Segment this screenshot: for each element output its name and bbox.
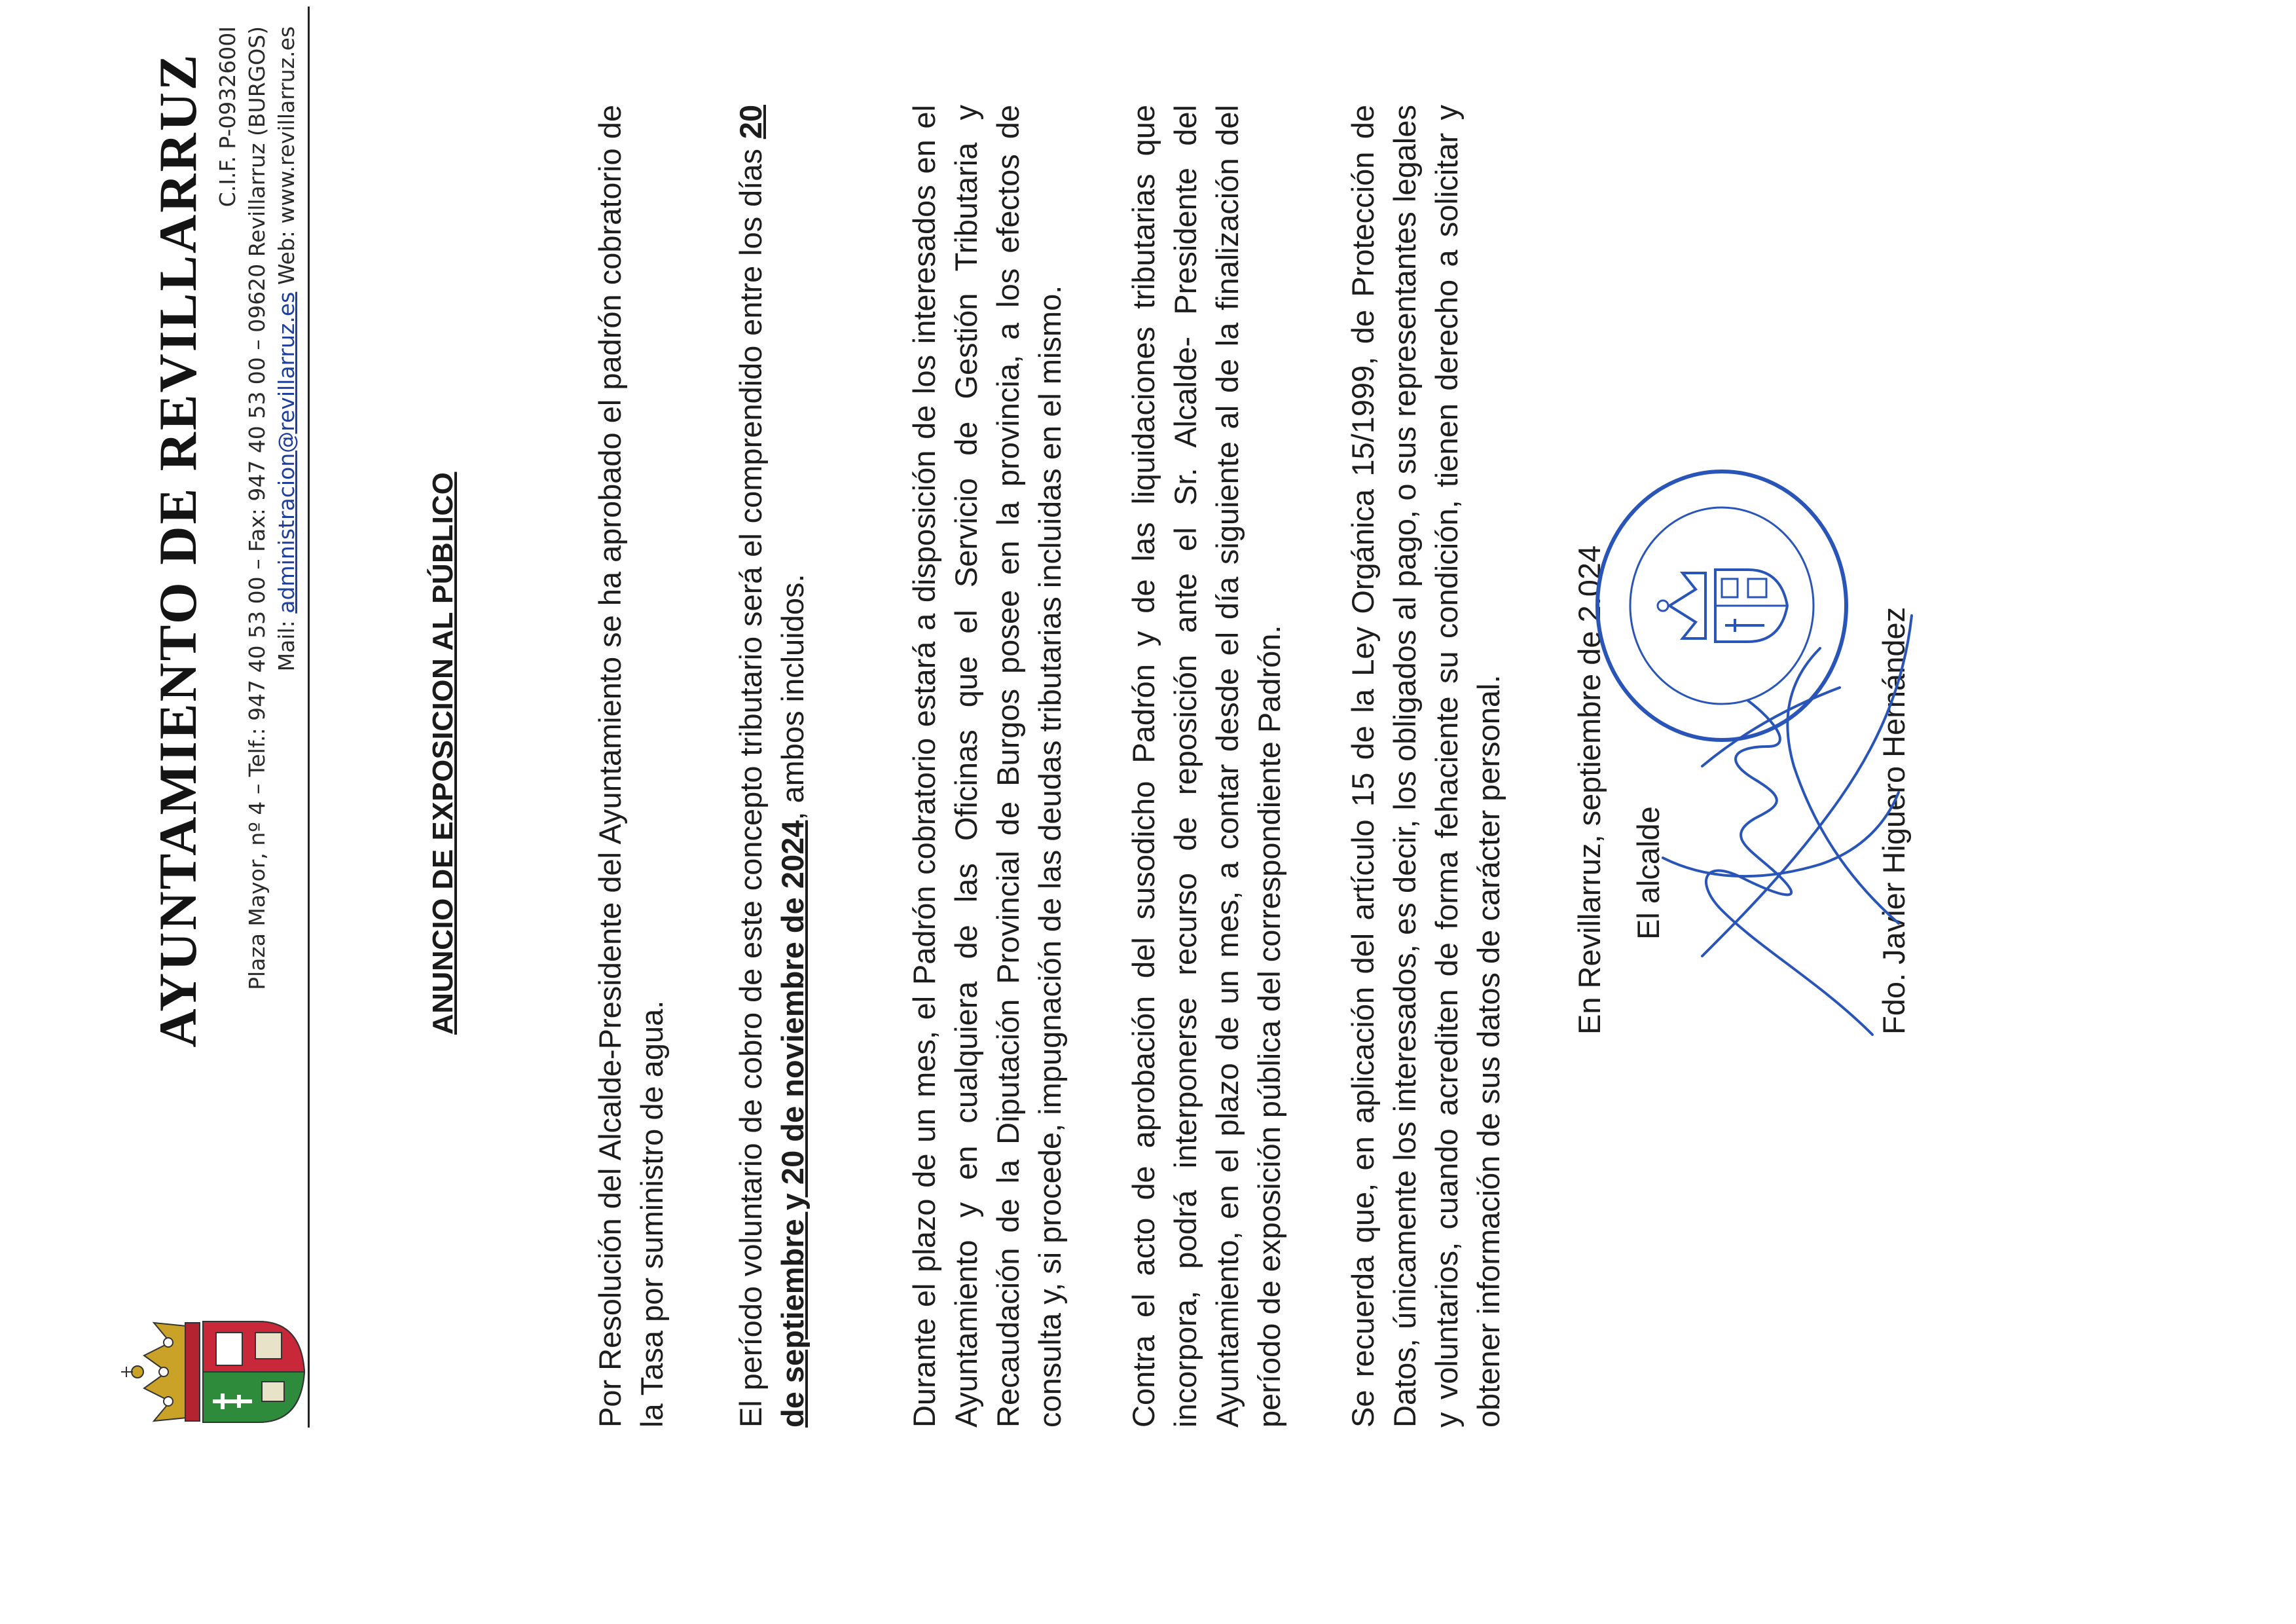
- mail-label: Mail:: [274, 613, 299, 672]
- email-link[interactable]: administracion@revillarruz.es: [274, 291, 299, 614]
- place-and-date: En Revillarruz, septiembre de 2.024: [1572, 545, 1607, 1035]
- paragraph-payment-period: [730, 105, 814, 1428]
- web-text: Web: www.revillarruz.es: [274, 26, 299, 292]
- signer-role: El alcalde: [1631, 806, 1666, 940]
- notice-heading: ANUNCIO DE EXPOSICION AL PÚBLICO: [427, 471, 459, 1035]
- municipality-title: AYUNTAMIENTO DE REVILLARRUZ: [148, 52, 208, 1048]
- paragraph-appeal: Contra el acto de aprobación del susodicho Padrón y de las liquidaciones tributarias que incorpora, podrá interponerse recurso de reposición ante el Sr. Alcalde- Presidente del Ayuntamiento, en el plazo de un mes, a contar desde el día siguiente al de la finalización del período de exposición pública del correspondiente Padrón.: [1126, 105, 1286, 1428]
- paragraph-consultation: Durante el plazo de un mes, el Padrón cobratorio estará a disposición de los interesados en el Ayuntamiento y en cualquiera de las Oficinas que el Servicio de Gestión Tributaria y Recaudación de la Diputación Provincial de Burgos posee en la provincia, a los efectos de consulta y, si procede, impugnación de las deudas tributarias incluidas en el mismo.: [907, 105, 1067, 1428]
- address-line: Plaza Mayor, nº 4 – Telf.: 947 40 53 00 – Fax: 947 40 53 00 – 09620 Revillarruz (BURGOS): [244, 26, 270, 990]
- payment-period-outro: , ambos incluidos.: [775, 574, 810, 821]
- contact-line: [275, 26, 299, 1139]
- signer-name: Fdo. Javier Higuero Hernández: [1876, 606, 1911, 1035]
- coat-of-arms-icon: [108, 1303, 311, 1441]
- payment-period-intro: El período voluntario de cobro de este concepto tributario será el comprendido entre los días: [733, 139, 768, 1428]
- header-divider: [308, 7, 310, 1428]
- paragraph-approval: Por Resolución del Alcalde-Presidente del Ayuntamiento se ha aprobado el padrón cobratorio de la Tasa por suministro de agua.: [592, 105, 669, 1428]
- paragraph-data-protection: Se recuerda que, en aplicación del artículo 15 de la Ley Orgánica 15/1999, de Protección de Datos, únicamente los interesados, es decir, los obligados al pago, o sus representantes legales y voluntarios, cuando acrediten de forma fehaciente su condición, tienen derecho a solicitar y obtener información de sus datos de carácter personal.: [1345, 105, 1506, 1428]
- cif-line: C.I.F. P-0932600I: [215, 26, 240, 208]
- payment-period-dates: 20 de septiembre y 20 de noviembre de 2024: [733, 105, 810, 1428]
- handwritten-signature: [1624, 576, 1925, 1074]
